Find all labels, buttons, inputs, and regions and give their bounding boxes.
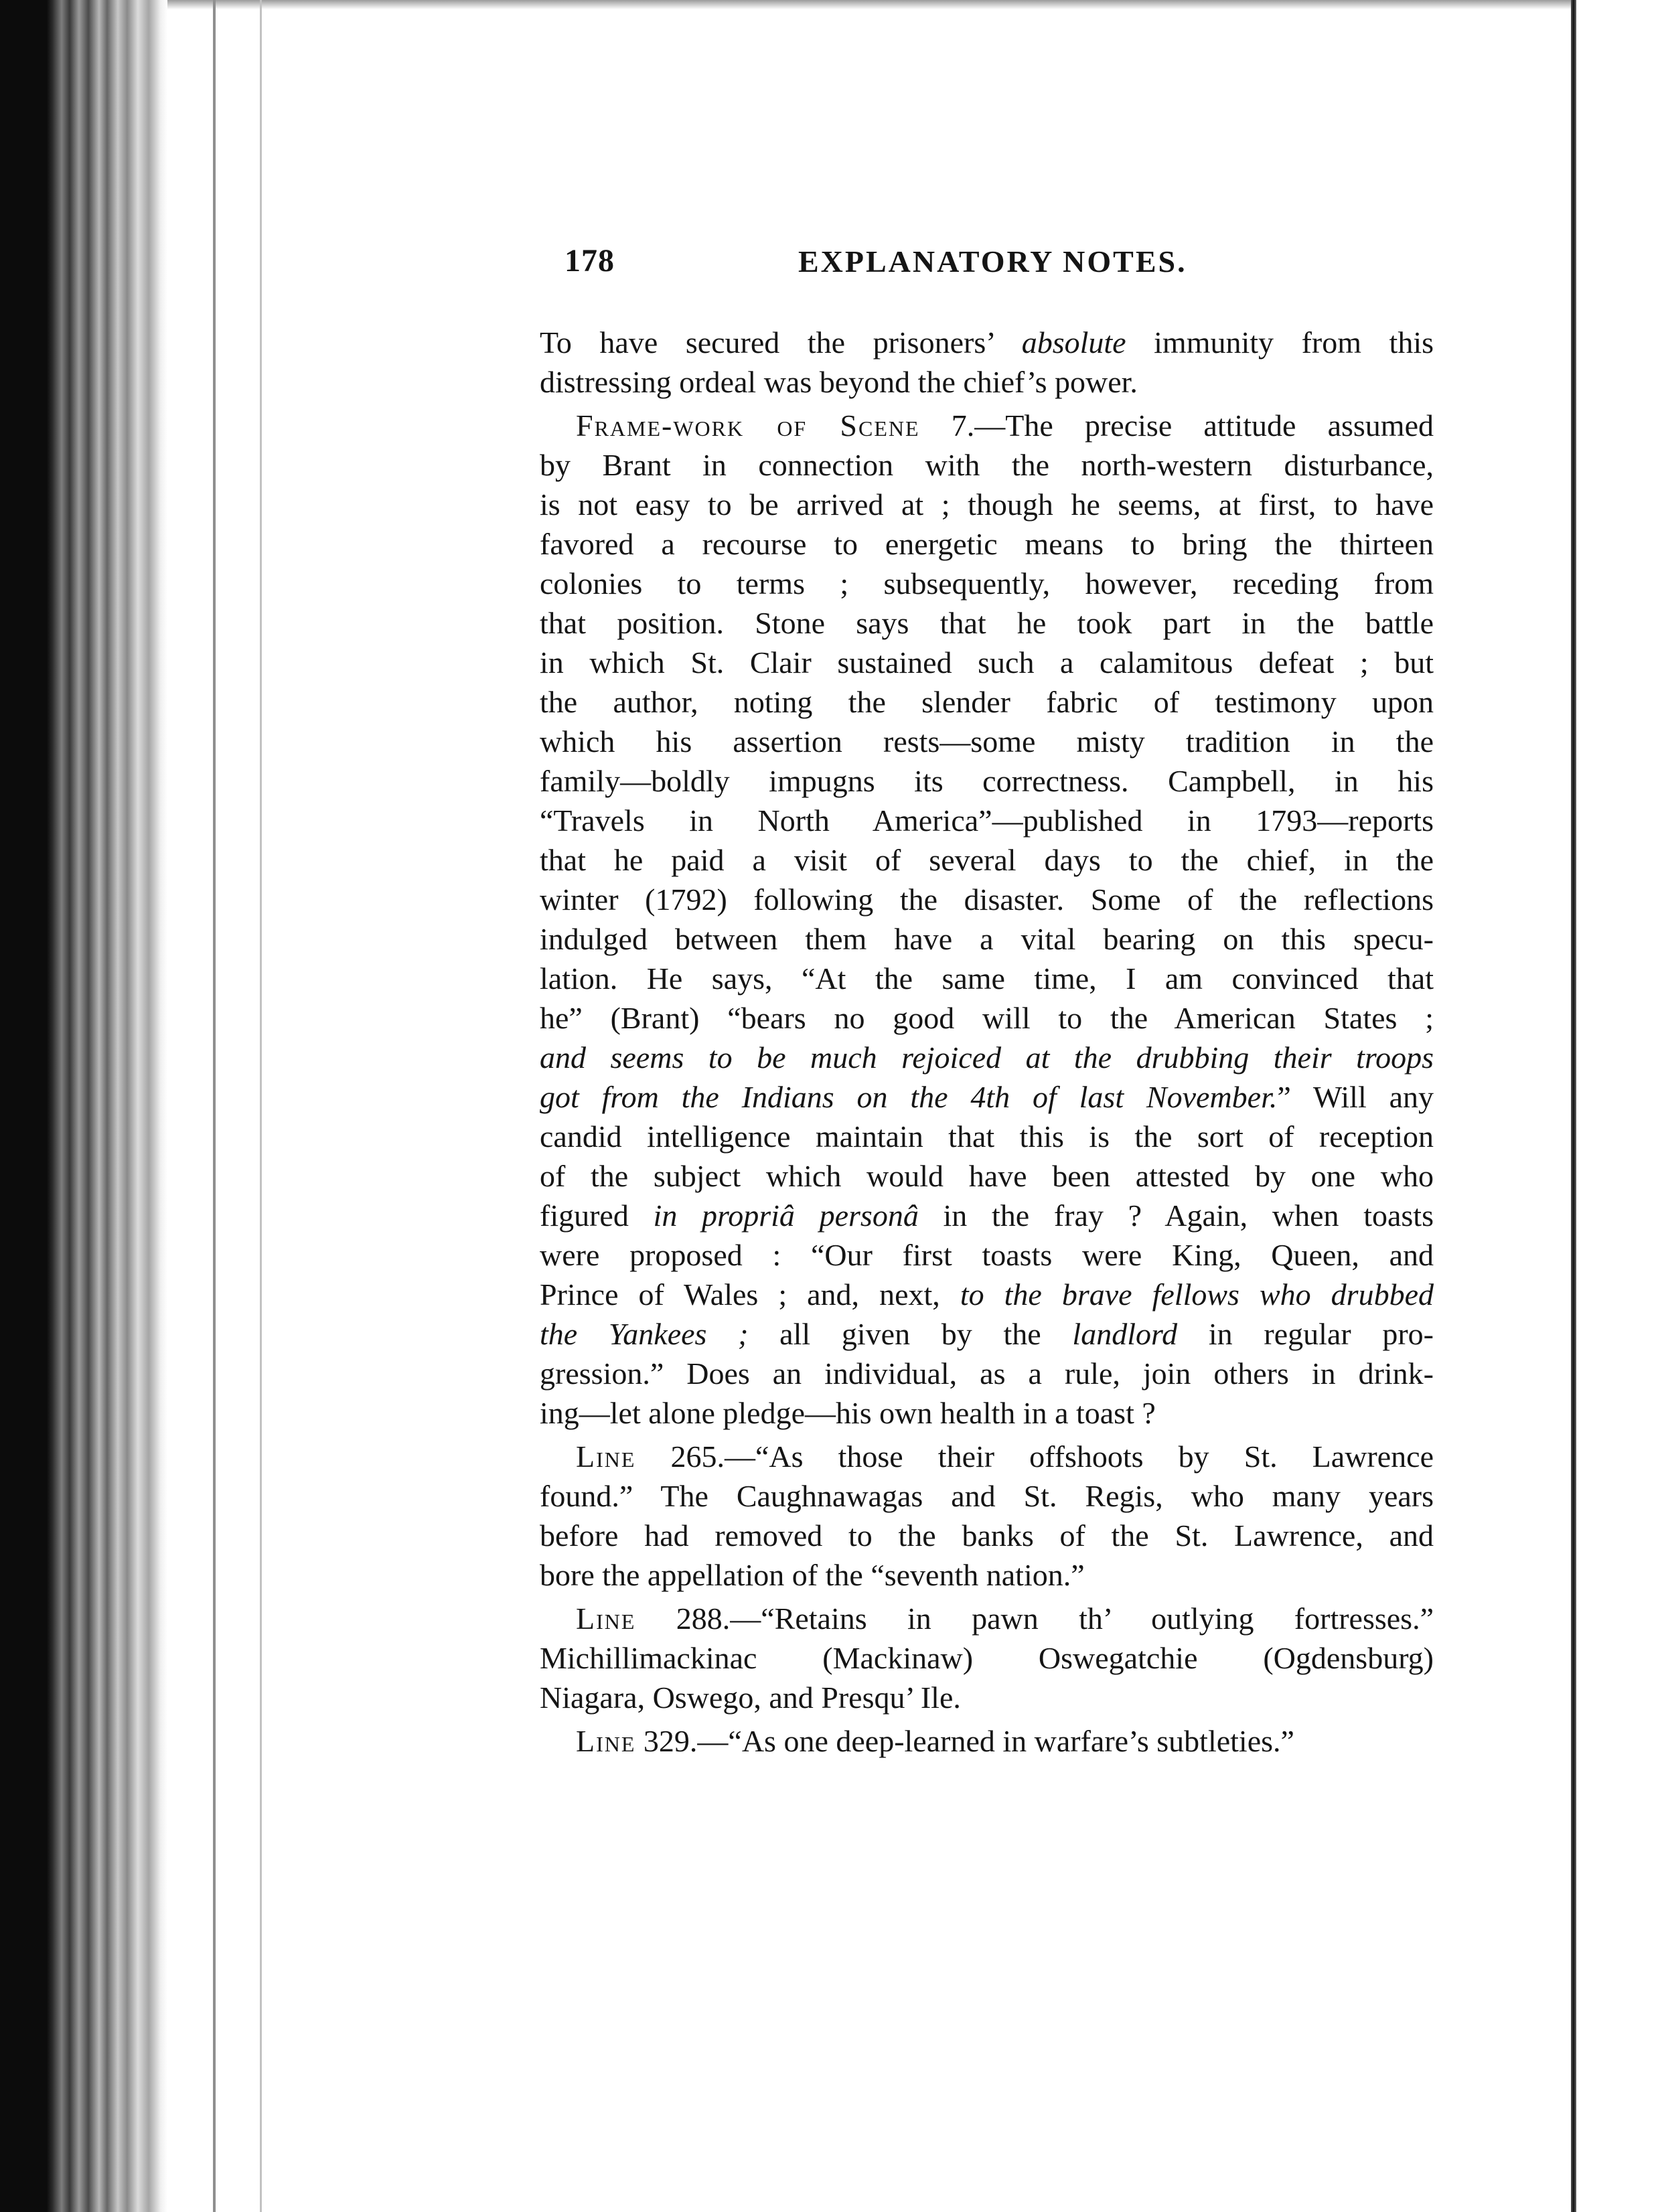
text-span: 329.—“As one deep-learned in warfare’s subtleties.” (635, 1724, 1294, 1758)
text-line: indulged between them have a vital bearing on this specu- (540, 922, 1434, 956)
italic-text: and seems to be much rejoiced at the drubbing their troops (540, 1040, 1434, 1075)
running-title: EXPLANATORY NOTES. (798, 244, 1187, 279)
line-heading: Line (576, 1724, 636, 1758)
italic-text: the Yankees ; (540, 1317, 749, 1351)
text-line: he” (Brant) “bears no good will to the American States ; (540, 1001, 1434, 1035)
italic-text: absolute (1021, 325, 1126, 360)
book-page-edges (0, 0, 167, 2212)
text-line: found.” The Caughnawagas and St. Regis, who many years (540, 1479, 1434, 1513)
text-line: lation. He says, “At the same time, I am convinced that (540, 961, 1434, 996)
text-line: bore the appellation of the “seventh nation.” (540, 1558, 1085, 1592)
text-line: is not easy to be arrived at ; though he seems, at first, to have (540, 487, 1434, 522)
text-line: candid intelligence maintain that this is the sort of reception (540, 1119, 1434, 1154)
page-body (540, 323, 1434, 1761)
text-line (540, 323, 1434, 362)
text-line (540, 1038, 1434, 1077)
text-line: family—boldly impugns its correctness. Campbell, in his (540, 764, 1434, 798)
text-line: in which St. Clair sustained such a calamitous defeat ; but (540, 645, 1434, 680)
text-span: ” Will any (1277, 1080, 1434, 1114)
page-fold-line-inner (260, 0, 262, 2212)
text-line (540, 1196, 1434, 1235)
text-span: 7.—The precise attitude assumed (919, 408, 1434, 443)
text-line (540, 406, 1434, 445)
text-line: distressing ordeal was beyond the chief’s power. (540, 365, 1138, 399)
text-line: ing—let alone pledge—his own health in a toast ? (540, 1396, 1156, 1430)
text-span: 265.—“As those their offshoots by St. Lawrence (635, 1439, 1434, 1474)
text-line: Michillimackinac (Mackinaw) Oswegatchie (Ogdensburg) (540, 1641, 1434, 1675)
scan-top-shadow (167, 0, 1574, 9)
scan-right-edge (1571, 0, 1576, 2212)
text-span: To have secured the prisoners’ (540, 325, 1022, 360)
text-line: winter (1792) following the disaster. Some of the reflections (540, 882, 1434, 917)
text-line: the author, noting the slender fabric of testimony upon (540, 685, 1434, 719)
text-line (540, 1077, 1434, 1117)
italic-text: in propriâ personâ (653, 1198, 919, 1233)
text-line: Niagara, Oswego, and Presqu’ Ile. (540, 1680, 961, 1715)
text-line: by Brant in connection with the north-western disturbance, (540, 448, 1434, 482)
text-line: were proposed : “Our first toasts were King, Queen, and (540, 1238, 1434, 1272)
text-line: of the subject which would have been attested by one who (540, 1159, 1434, 1193)
paragraph-continuation (540, 323, 1434, 402)
text-line: that he paid a visit of several days to the chief, in the (540, 843, 1434, 877)
line-heading: Line (576, 1439, 636, 1474)
text-span: figured (540, 1198, 654, 1233)
text-span: in the fray ? Again, when toasts (918, 1198, 1434, 1233)
text-line (540, 1599, 1434, 1638)
line-heading: Line (576, 1601, 636, 1636)
paragraph-frame-work-scene-7 (540, 406, 1434, 1433)
page-number: 178 (564, 243, 615, 279)
paragraph-line-265 (540, 1437, 1434, 1595)
italic-text: got from the Indians on the 4th of last November. (540, 1080, 1278, 1114)
text-line (540, 1314, 1434, 1354)
text-line: that position. Stone says that he took part in the battle (540, 606, 1434, 640)
text-line: colonies to terms ; subsequently, however, receding from (540, 566, 1434, 601)
text-span: immunity from this (1126, 325, 1434, 360)
text-span: all given by the (748, 1317, 1073, 1351)
text-line: before had removed to the banks of the St. Lawrence, and (540, 1518, 1434, 1553)
text-line: favored a recourse to energetic means to bring the thirteen (540, 527, 1434, 561)
text-line: “Travels in North America”—published in 1793—reports (540, 803, 1434, 838)
paragraph-line-329 (540, 1721, 1434, 1761)
text-span: Prince of Wales ; and, next, (540, 1277, 960, 1312)
text-line (540, 1437, 1434, 1476)
text-line (540, 1275, 1434, 1314)
text-line: which his assertion rests—some misty tradition in the (540, 724, 1434, 759)
text-span: 288.—“Retains in pawn th’ outlying fortresses.” (635, 1601, 1434, 1636)
text-line (540, 1721, 1434, 1761)
text-span: in regular pro- (1177, 1317, 1434, 1351)
italic-text: to the brave fellows who drubbed (960, 1277, 1434, 1312)
text-line: gression.” Does an individual, as a rule, join others in drink- (540, 1356, 1434, 1391)
section-heading: Frame-work of Scene (576, 408, 920, 443)
paragraph-line-288 (540, 1599, 1434, 1717)
page-fold-line (213, 0, 216, 2212)
italic-text: landlord (1072, 1317, 1178, 1351)
